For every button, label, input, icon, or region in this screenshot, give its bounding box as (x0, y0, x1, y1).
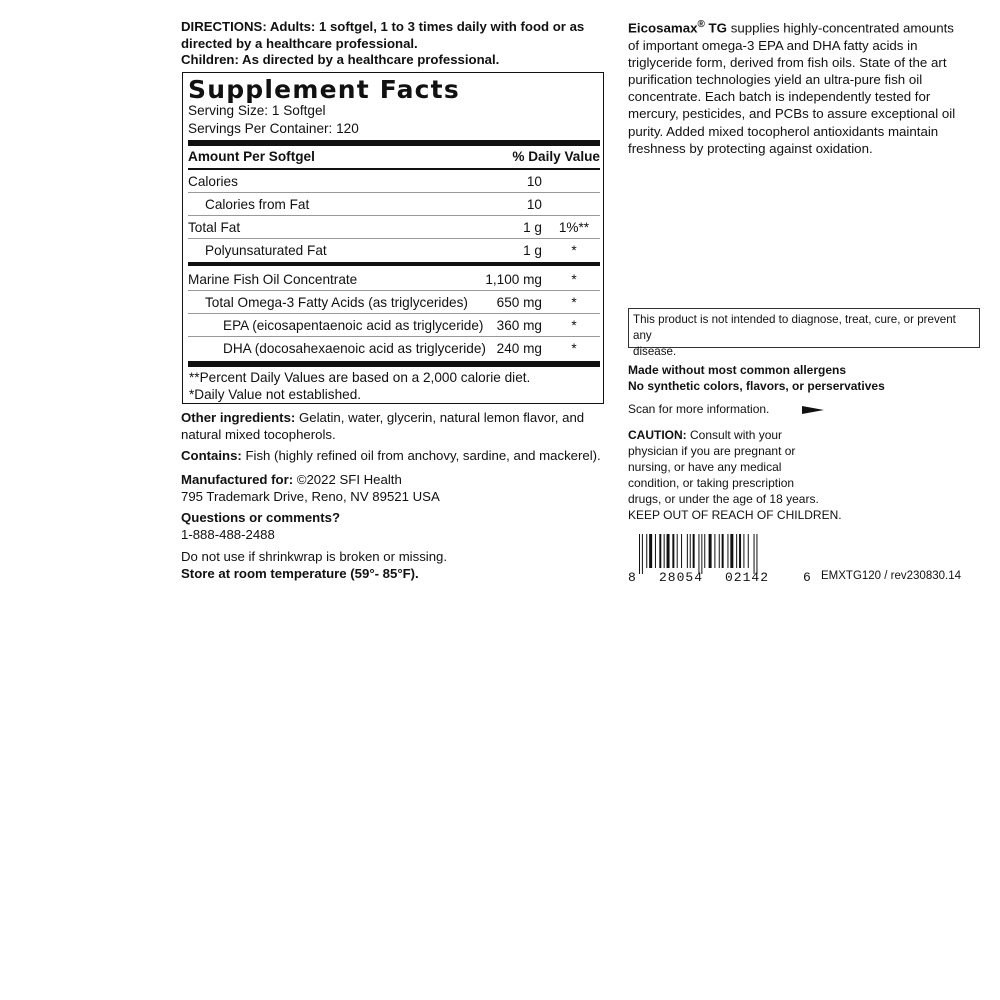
contains-text: Fish (highly refined oil from anchovy, sardine, and mackerel). (241, 448, 601, 463)
header-amount: Amount Per Softgel (188, 149, 315, 164)
storage-temperature: Store at room temperature (59°- 85°F). (181, 565, 419, 581)
row-dv: * (571, 243, 577, 258)
row-label: Total Omega-3 Fatty Acids (as triglycerides) (205, 295, 468, 310)
row-amount: 1 g (523, 220, 542, 235)
manufacturer (181, 472, 611, 505)
table-row (188, 315, 600, 337)
row-label: EPA (eicosapentaenoic acid as triglyceride) (223, 318, 484, 333)
medium-rule (188, 262, 600, 266)
other-ingredients-label: Other ingredients: (181, 410, 296, 425)
barcode-digit: 8 (628, 570, 636, 585)
table-row (188, 171, 600, 193)
servings-per-container: Servings Per Container: 120 (188, 121, 359, 136)
synthetic-line: No synthetic colors, flavors, or perservatives (628, 379, 885, 393)
barcode-digit: 6 (803, 570, 811, 585)
row-dv: 1%** (558, 220, 590, 235)
row-amount: 650 mg (496, 295, 542, 310)
caution-text: physician if you are pregnant or (628, 444, 796, 458)
row-amount: 240 mg (496, 341, 542, 356)
disclaimer-text: This product is not intended to diagnose, treat, cure, or prevent any (633, 313, 956, 342)
storage (181, 549, 611, 582)
row-dv: * (571, 272, 577, 287)
caution-text: nursing, or have any medical (628, 460, 782, 474)
row-amount: 1,100 mg (485, 272, 542, 287)
directions (181, 19, 601, 69)
description-text: purification technologies yield an ultra-pure fish oil (628, 72, 923, 88)
table-header (188, 146, 600, 168)
brand-suffix: TG (704, 20, 728, 36)
description-text: supplies highly-concentrated amounts (727, 20, 954, 36)
table-row (188, 240, 600, 262)
row-amount: 10 (526, 197, 542, 212)
directions-line: directed by a healthcare professional. (181, 35, 418, 51)
row-dv: * (571, 341, 577, 356)
thick-rule (188, 361, 600, 367)
table-row (188, 194, 600, 216)
serving-size: Serving Size: 1 Softgel (188, 103, 326, 118)
row-label: Calories (188, 174, 238, 189)
row-amount: 1 g (523, 243, 542, 258)
caution-text: Consult with your (686, 428, 783, 442)
row-dv: * (571, 318, 577, 333)
description-text: mercury, pesticides, and PCBs to assure exceptional oil (628, 106, 956, 122)
row-amount: 10 (526, 174, 542, 189)
product-description (628, 16, 973, 157)
questions-label: Questions or comments? (181, 510, 341, 525)
keep-out-of-reach: KEEP OUT OF REACH OF CHILDREN. (628, 508, 842, 522)
product-code: EMXTG120 / rev230830.14 (821, 570, 961, 582)
description-text: purity. Added mixed tocopherol antioxidants maintain (628, 123, 939, 139)
description-text: of important omega-3 EPA and DHA fatty acids in (628, 37, 918, 53)
contains (181, 448, 611, 465)
supplement-facts-panel (182, 72, 604, 404)
description-text: concentrate. Each batch is independently tested for (628, 89, 931, 105)
caution-text: drugs, or under the age of 18 years. (628, 492, 819, 506)
row-amount: 360 mg (496, 318, 542, 333)
directions-line: DIRECTIONS: Adults: 1 softgel, 1 to 3 times daily with food or as (181, 19, 585, 34)
manufacturer-label: Manufactured for: (181, 472, 294, 487)
registered-mark: ® (697, 19, 705, 30)
fda-disclaimer (628, 308, 980, 358)
arrow-right-icon (802, 405, 824, 415)
manufacturer-address: 795 Trademark Drive, Reno, NV 89521 USA (181, 488, 440, 504)
phone-number: 1-888-488-2488 (181, 526, 275, 542)
table-row (188, 217, 600, 239)
contains-label: Contains: (181, 448, 242, 463)
disclaimer-text: disease. (633, 345, 677, 358)
brand-name: Eicosamax (628, 20, 698, 36)
questions (181, 510, 611, 543)
barcode (639, 534, 799, 574)
other-ingredients-text: Gelatin, water, glycerin, natural lemon flavor, and (295, 410, 585, 425)
caution-label: CAUTION: (628, 428, 687, 442)
barcode-digits: 02142 (725, 570, 770, 585)
directions-children: Children: As directed by a healthcare professional. (181, 52, 500, 67)
allergen-line: Made without most common allergens (628, 363, 847, 377)
caution-statement (628, 427, 842, 523)
row-label: Polyunsaturated Fat (205, 243, 327, 258)
row-label: Total Fat (188, 220, 241, 235)
description-text: freshness by protecting against oxidation. (628, 140, 873, 156)
footnote-daily-values: **Percent Daily Values are based on a 2,000 calorie diet. (189, 370, 531, 385)
header-daily-value: % Daily Value (512, 149, 600, 164)
barcode-digits: 28054 (659, 570, 704, 585)
row-label: Calories from Fat (205, 197, 310, 212)
row-label: DHA (docosahexaenoic acid as triglyceride) (223, 341, 486, 356)
footnote-not-established: *Daily Value not established. (189, 387, 362, 402)
manufacturer-name: ©2022 SFI Health (293, 472, 402, 487)
table-row (188, 269, 600, 291)
row-label: Marine Fish Oil Concentrate (188, 272, 358, 287)
rule (188, 168, 600, 170)
other-ingredients (181, 410, 611, 443)
supplement-facts-title: Supplement Facts (188, 75, 460, 104)
table-row (188, 338, 600, 360)
table-row (188, 292, 600, 314)
other-ingredients-text: natural mixed tocopherols. (181, 426, 336, 442)
caution-text: condition, or taking prescription (628, 476, 795, 490)
row-dv: * (571, 295, 577, 310)
shrinkwrap-warning: Do not use if shrinkwrap is broken or missing. (181, 549, 448, 564)
description-text: triglyceride form, derived from fish oils. State of the art (628, 54, 947, 70)
allergen-statement (628, 362, 885, 394)
scan-info: Scan for more information. (628, 402, 770, 416)
